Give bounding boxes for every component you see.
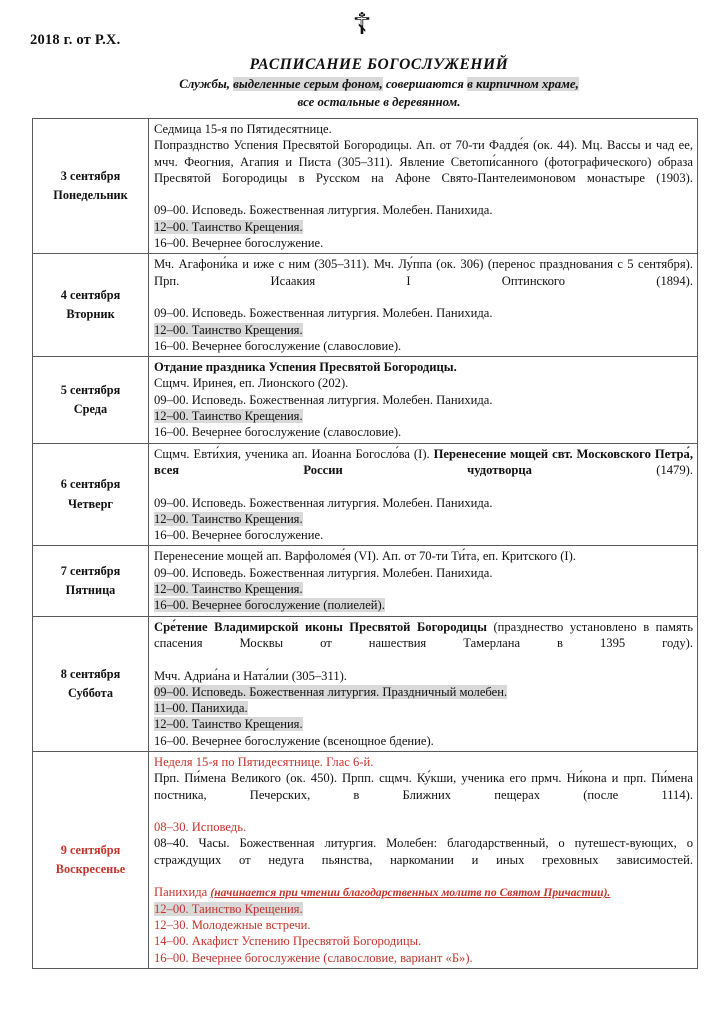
table-row <box>33 546 698 616</box>
date-weekday: Понедельник <box>53 188 128 203</box>
service-line: 09–00. Исповедь. Божественная литургия. Молебен. Панихида. <box>154 392 493 407</box>
table-row <box>33 119 698 254</box>
service-line-highlighted: 12–00. Таинство Крещения. <box>154 409 303 424</box>
table-row <box>33 443 698 546</box>
service-line-highlighted: 11–00. Панихида. <box>154 701 248 716</box>
service-note: (начинается при чтении благодарственных молитв по Святом Причастии). <box>210 886 611 900</box>
service-schedule-table <box>32 118 698 969</box>
services-cell <box>149 616 698 751</box>
service-line: Прп. Пи́мена Великого (ок. 450). Прпп. сщмч. Ку́кши, ученика его прмч. Ни́кона и прп. Пи́мена постника, Печерских, в Ближних пещерах (после 1114). <box>154 771 693 802</box>
date-day: 3 сентября <box>60 169 121 184</box>
service-line: 16–00. Вечернее богослужение. <box>154 528 324 543</box>
date-label <box>33 282 148 328</box>
date-cell <box>33 546 149 616</box>
date-weekday: Четверг <box>67 496 114 511</box>
service-line: 09–00. Исповедь. Божественная литургия. Молебен. Панихида. <box>154 306 493 321</box>
service-line: Неделя 15-я по Пятидесятнице. Глас 6-й. <box>154 754 374 769</box>
service-line-highlighted: 09–00. Исповедь. Божественная литургия. Праздничный молебен. <box>154 684 508 699</box>
subtitle-text-1: Службы, <box>179 77 234 91</box>
services-list <box>149 119 697 253</box>
service-line-with-note: Панихида (начинается при чтении благодарственных молитв по Святом Причастии). <box>154 885 611 900</box>
date-cell <box>33 119 149 254</box>
date-cell <box>33 357 149 443</box>
service-line: 14–00. Акафист Успению Пресвятой Богородицы. <box>154 934 422 949</box>
date-label <box>33 661 148 707</box>
service-line: 16–00. Вечернее богослужение. <box>154 236 324 251</box>
services-cell <box>149 254 698 357</box>
feast-title: Сре́тение Владимирской иконы Пресвятой Богородицы (празднество установлено в память спасения Москвы от нашествия Тамерлана в 1395 году). <box>154 619 693 650</box>
service-line-highlighted: 12–00. Таинство Крещения. <box>154 322 303 337</box>
service-line: 16–00. Вечернее богослужение (всенощное бдение). <box>154 733 434 748</box>
services-list <box>149 546 697 615</box>
table-row <box>33 616 698 751</box>
date-label <box>33 377 148 423</box>
date-day: 9 сентября <box>60 842 121 857</box>
feast-title: Сщмч. Евти́хия, ученика ап. Иоанна Богосло́ва (I). Перенесение мощей свт. Московского Петра́, всея России чудотворца (1479). <box>154 446 693 477</box>
document-header <box>60 56 698 111</box>
date-day: 4 сентября <box>60 288 121 303</box>
service-line-highlighted: 12–00. Таинство Крещения. <box>154 901 303 916</box>
service-line: 16–00. Вечернее богослужение (славословие). <box>154 338 402 353</box>
services-cell <box>149 546 698 616</box>
date-weekday: Суббота <box>67 685 114 700</box>
date-weekday: Среда <box>73 401 108 416</box>
date-day: 7 сентября <box>60 563 121 578</box>
date-label <box>33 558 148 604</box>
service-line: 09–00. Исповедь. Божественная литургия. Молебен. Панихида. <box>154 203 493 218</box>
date-day: 6 сентября <box>60 477 121 492</box>
services-list <box>149 254 697 356</box>
services-list <box>149 357 697 442</box>
service-line: Попразднство Успения Пресвятой Богородицы. Ап. от 70-ти Фадде́я (ок. 44). Мц. Вассы и чад ее, мчч. Феогния, Агапия и Писта (305–311). Явление Светопи́санного (фотографического) образа Пресвятой Богородицы в Русском на Афоне Свято-Пантелеимоновом монастыре (1903). <box>154 138 693 185</box>
feast-title: Отдание праздника Успения Пресвятой Богородицы. <box>154 360 457 375</box>
services-cell <box>149 443 698 546</box>
service-line: Сщмч. Иринея, еп. Лионского (202). <box>154 376 349 391</box>
service-line: 16–00. Вечернее богослужение (славословие). <box>154 425 402 440</box>
service-line: Седмица 15-я по Пятидесятнице. <box>154 122 332 136</box>
service-line: Мчч. Адриа́на и Ната́лии (305–311). <box>154 668 347 683</box>
table-row <box>33 254 698 357</box>
service-line-highlighted: 12–00. Таинство Крещения. <box>154 717 303 732</box>
date-label <box>33 837 148 883</box>
document-subtitle <box>60 76 698 111</box>
schedule-body <box>33 119 698 969</box>
date-cell <box>33 616 149 751</box>
table-row-sunday <box>33 751 698 968</box>
service-line-highlighted: 16–00. Вечернее богослужение (полиелей). <box>154 598 385 613</box>
date-day: 5 сентября <box>60 382 121 397</box>
service-line-highlighted: 12–00. Таинство Крещения. <box>154 511 303 526</box>
service-line-highlighted: 12–00. Таинство Крещения. <box>154 219 303 234</box>
services-cell <box>149 119 698 254</box>
date-day: 8 сентября <box>60 666 121 681</box>
service-line: 12–30. Молодежные встречи. <box>154 917 311 932</box>
services-list <box>149 752 697 968</box>
subtitle-line-2: все остальные в деревянном. <box>297 94 461 109</box>
date-weekday: Воскресенье <box>55 861 126 876</box>
service-line: 09–00. Исповедь. Божественная литургия. Молебен. Панихида. <box>154 565 493 580</box>
date-label <box>33 163 148 209</box>
services-cell <box>149 357 698 443</box>
subtitle-highlight-2: в кирпичном храме, <box>467 77 579 91</box>
service-line-highlighted: 12–00. Таинство Крещения. <box>154 582 303 597</box>
service-line: 08–30. Исповедь. <box>154 820 247 835</box>
table-row <box>33 357 698 443</box>
service-line: 08–40. Часы. Божественная литургия. Молебен: благодарственный, о путешест-вующих, о страждущих от недуга пьянства, наркомании и иных греховных зависимостей. <box>154 836 693 867</box>
service-line: Мч. Агафони́ка и иже с ним (305–311). Мч. Лу́ппа (ок. 306) (перенос празднования с 5 сентября). Прп. Исаакия I Оптинского (1894). <box>154 257 693 288</box>
page-title: РАСПИСАНИЕ БОГОСЛУЖЕНИЙ <box>249 56 509 73</box>
service-line: Перенесение мощей ап. Варфоломе́я (VI). Ап. от 70-ти Ти́та, еп. Критского (I). <box>154 549 576 564</box>
year-label: 2018 г. от Р.Х. <box>30 32 121 48</box>
service-line: 09–00. Исповедь. Божественная литургия. Молебен. Панихида. <box>154 495 493 510</box>
date-label <box>33 471 148 517</box>
subtitle-highlight-1: выделенные серым фоном, <box>233 77 383 91</box>
date-cell <box>33 254 149 357</box>
subtitle-text-2: совершаются <box>382 77 468 91</box>
services-list <box>149 617 697 751</box>
orthodox-cross-icon: ☦ <box>352 8 372 41</box>
date-cell <box>33 751 149 968</box>
date-weekday: Вторник <box>66 307 115 322</box>
service-line: 16–00. Вечернее богослужение (славословие, вариант «Б»). <box>154 950 473 965</box>
date-cell <box>33 443 149 546</box>
date-weekday: Пятница <box>65 583 116 598</box>
services-list <box>149 444 697 546</box>
services-cell <box>149 751 698 968</box>
